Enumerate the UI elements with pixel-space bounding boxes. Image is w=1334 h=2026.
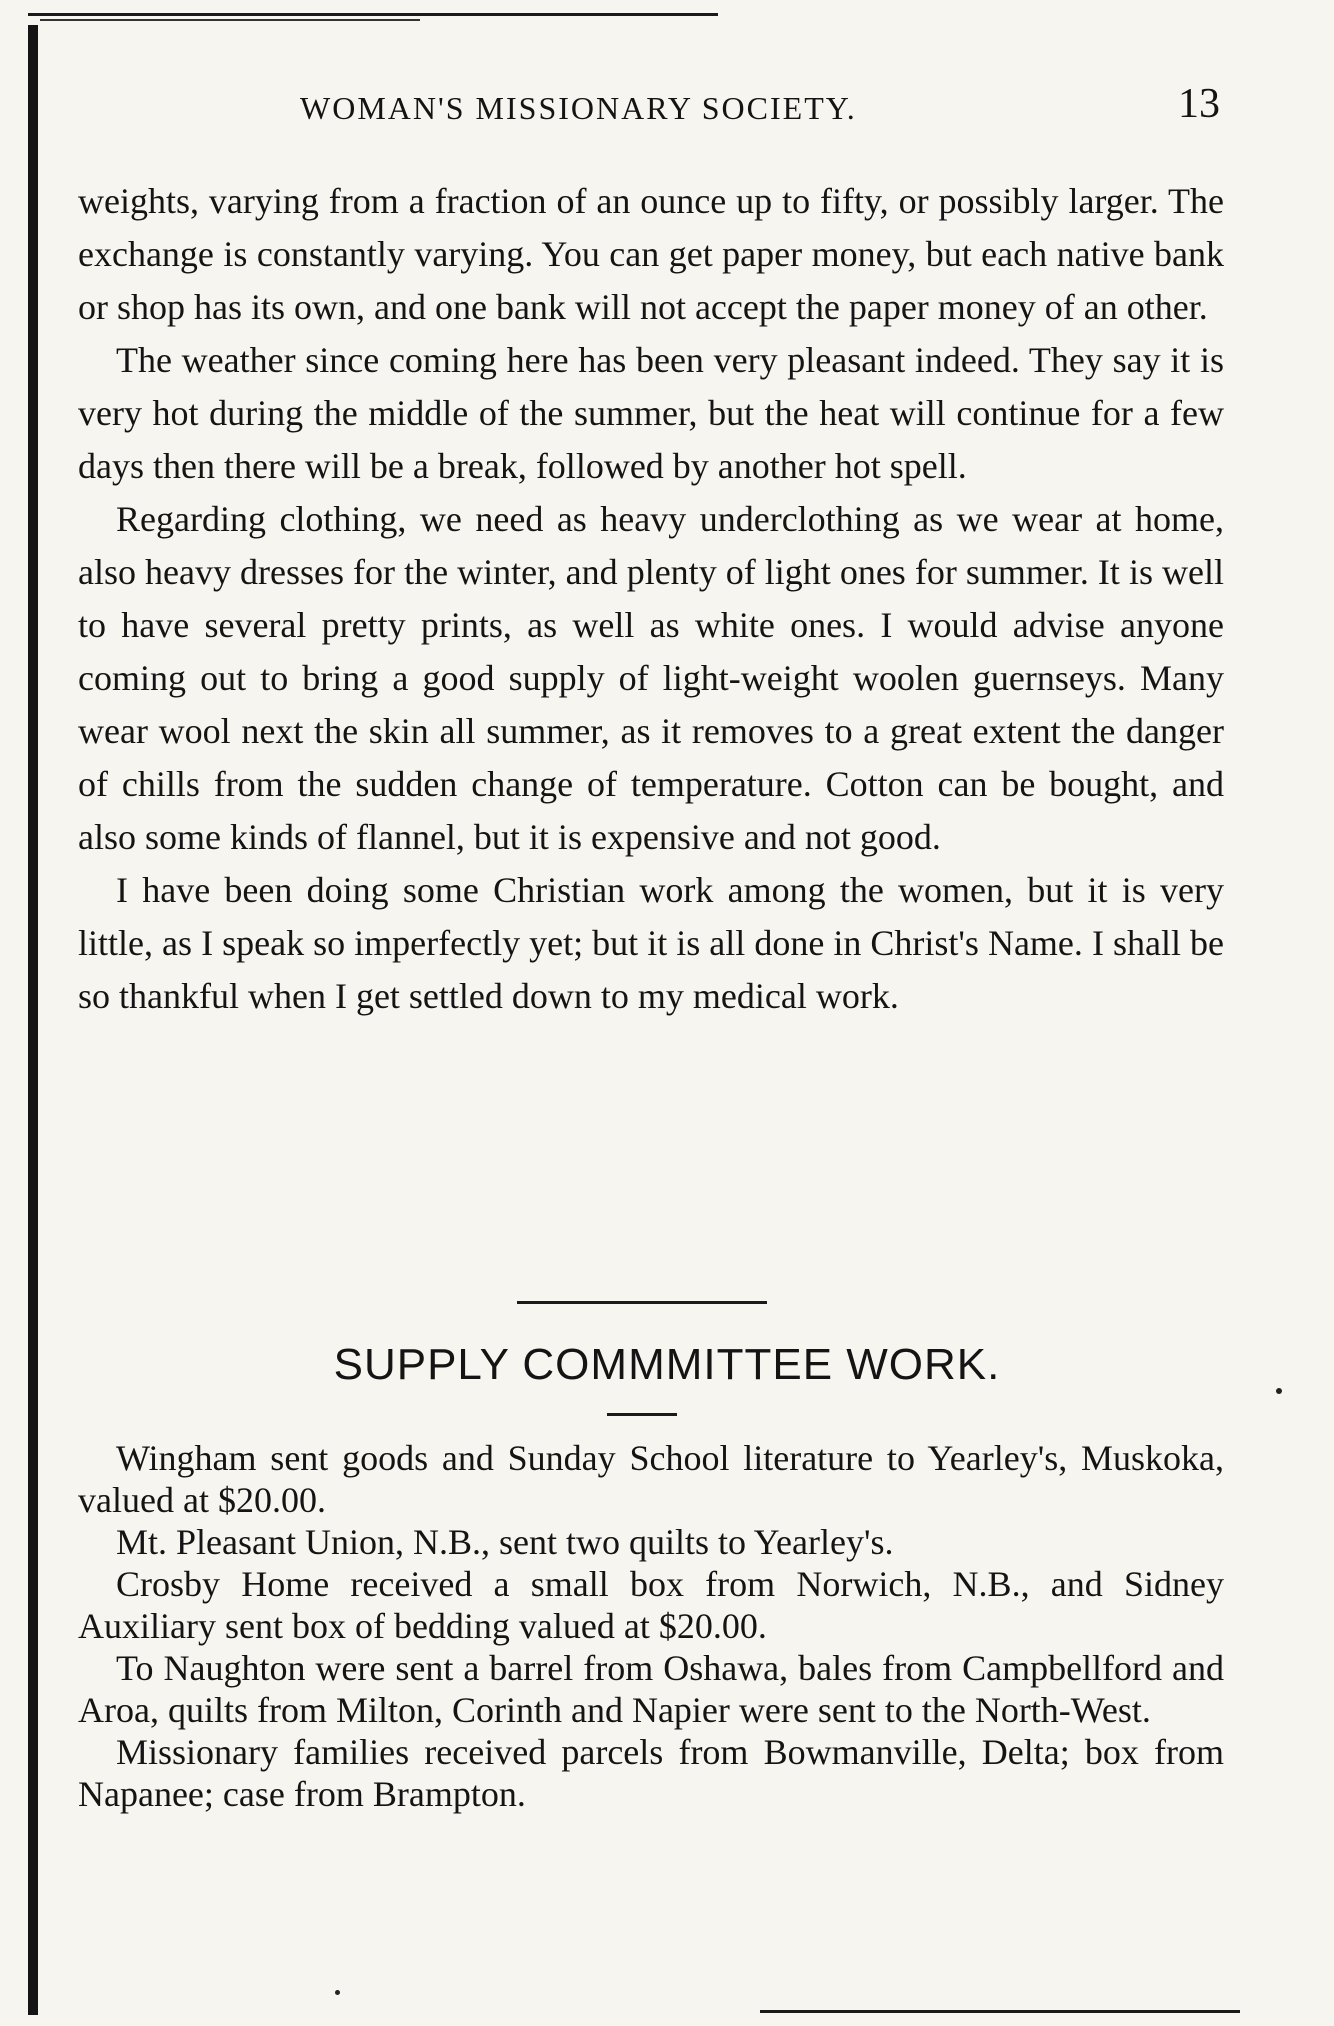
binding-edge-rule	[28, 25, 38, 2015]
supply-item: Crosby Home received a small box from Norwich, N.B., and Sidney Auxiliary sent box of bedding valued at $20.00.	[78, 1564, 1224, 1646]
supply-list	[78, 1437, 1224, 1815]
section-title: SUPPLY COMMMITTEE WORK.	[333, 1340, 1001, 1389]
supply-item: Mt. Pleasant Union, N.B., sent two quilts to Yearley's.	[116, 1522, 894, 1562]
letter-paragraph: I have been doing some Christian work among the women, but it is very little, as I speak so imperfectly yet; but it is all done in Christ's Name. I shall be so thankful when I get settled down to my medical work.	[78, 870, 1224, 1016]
ink-speck	[335, 1990, 340, 1995]
supply-item: Wingham sent goods and Sunday School literature to Yearley's, Muskoka, valued at $20.00.	[78, 1438, 1224, 1520]
bottom-edge-rule	[760, 2010, 1240, 2013]
supply-item: Missionary families received parcels from Bowmanville, Delta; box from Napanee; case from Brampton.	[78, 1732, 1224, 1814]
page-number: 13	[1178, 81, 1220, 127]
top-edge-rule	[28, 13, 718, 16]
letter-body	[78, 175, 1224, 1023]
supply-item: To Naughton were sent a barrel from Oshawa, bales from Campbellford and Aroa, quilts from Milton, Corinth and Napier were sent to the North-West.	[78, 1648, 1224, 1730]
letter-paragraph: Regarding clothing, we need as heavy underclothing as we wear at home, also heavy dresses for the winter, and plenty of light ones for summer. It is well to have several pretty prints, as well as white ones. I would advise anyone coming out to bring a good supply of light-weight woolen guernseys. Many wear wool next the skin all summer, as it removes to a great extent the danger of chills from the sudden change of temperature. Cotton can be bought, and also some kinds of flannel, but it is expensive and not good.	[78, 499, 1224, 857]
section-divider	[517, 1301, 767, 1304]
ink-speck	[1276, 1388, 1282, 1394]
letter-paragraph: The weather since coming here has been very pleasant indeed. They say it is very hot during the middle of the summer, but the heat will continue for a few days then there will be a break, followed by another hot spell.	[78, 340, 1224, 486]
letter-paragraph: weights, varying from a fraction of an ounce up to fifty, or possibly larger. The exchange is constantly varying. You can get paper money, but each native bank or shop has its own, and one bank will not accept the paper money of an other.	[78, 181, 1224, 327]
title-underline	[607, 1413, 677, 1416]
page-header	[300, 80, 1235, 140]
running-head: WOMAN'S MISSIONARY SOCIETY.	[300, 90, 857, 126]
top-edge-rule-secondary	[40, 19, 420, 21]
